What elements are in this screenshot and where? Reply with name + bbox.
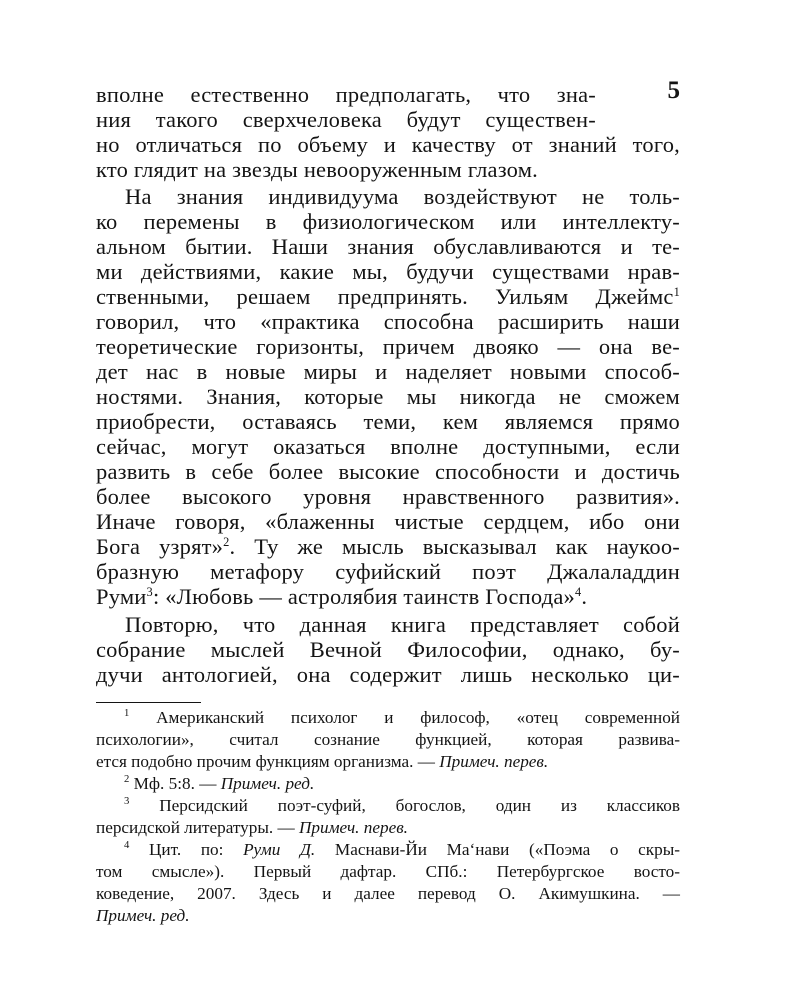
footnote-line: психологии», считал сознание функцией, которая развива-: [96, 730, 680, 749]
body-line: говорил, что «практика способна расширить наши: [96, 309, 680, 334]
footnote-line: том смысле»). Первый дафтар. СПб.: Петербургское восто-: [96, 862, 680, 881]
footnote-line: Примеч. ред.: [96, 906, 190, 925]
footnote-1: $^1$ Американский психолог и философ, «отец современной: [124, 708, 680, 727]
body-line: сейчас, могут оказаться вполне доступными, если: [96, 434, 680, 459]
body-line: более высокого уровня нравственного развития».: [96, 484, 680, 509]
body-line: Бога узрят»$^2$. Ту же мысль высказывал как наукоо-: [96, 534, 681, 559]
body-line: ми действиями, какие мы, будучи существами нрав-: [96, 259, 680, 284]
body-line: ственными, решаем предпринять. Уильям Джеймс$^1$: [96, 284, 680, 309]
body-line: развить в себе более высокие способности и достичь: [96, 459, 680, 484]
body-line: кто глядит на звезды невооруженным глазом.: [96, 157, 538, 182]
body-line: альном бытии. Наши знания обуславливаются и те-: [96, 234, 680, 259]
body-line: дет нас в новые миры и наделяет новыми способ-: [96, 359, 680, 384]
body-line: На знания индивидуума воздействуют не толь-: [125, 184, 680, 209]
footnote-line: ется подобно прочим функциям организма. — Примеч. перев.: [96, 752, 549, 771]
footnote-line: коведение, 2007. Здесь и далее перевод О. Акимушкина. —: [96, 884, 680, 903]
body-line: Повторю, что данная книга представляет собой: [125, 612, 680, 637]
body-line: ния такого сверхчеловека будут существен-: [96, 107, 596, 132]
footnote-ref: 4: [575, 584, 582, 599]
footnote-line: персидской литературы. — Примеч. перев.: [96, 818, 408, 837]
body-line: бразную метафору суфийский поэт Джалаладдин: [96, 559, 680, 584]
body-line: собрание мыслей Вечной Философии, однако, бу-: [96, 637, 680, 662]
body-line: теоретические горизонты, причем двояко — она ве-: [96, 334, 680, 359]
body-line: ностями. Знания, которые мы никогда не сможем: [96, 384, 680, 409]
footnote-ref: 1: [673, 284, 680, 299]
footnote-4: $^4$ Цит. по: Руми Д. Маснави-Йи Ма‘нави («Поэма о скры-: [124, 840, 680, 859]
footnote-2: $^2$ Мф. 5:8. — Примеч. ред.: [124, 774, 315, 793]
footnote-ref: 2: [223, 534, 230, 549]
body-line: но отличаться по объему и качеству от знаний того,: [96, 132, 680, 157]
body-line: Руми$^3$: «Любовь — астролябия таинств Господа»$^4$.: [96, 584, 588, 609]
footnote-ref: 3: [146, 584, 153, 599]
footnote-3: $^3$ Персидский поэт-суфий, богослов, один из классиков: [124, 796, 681, 815]
body-line: приобрести, оставаясь теми, кем являемся прямо: [96, 409, 680, 434]
footnote-divider: [96, 702, 201, 703]
body-line: ко перемены в физиологическом или интеллекту-: [96, 209, 680, 234]
page-number: 5: [667, 77, 680, 104]
body-line: Иначе говоря, «блаженны чистые сердцем, ибо они: [96, 509, 680, 534]
body-line: вполне естественно предполагать, что зна-: [96, 82, 596, 107]
body-line: дучи антологией, она содержит лишь несколько ци-: [96, 662, 680, 687]
